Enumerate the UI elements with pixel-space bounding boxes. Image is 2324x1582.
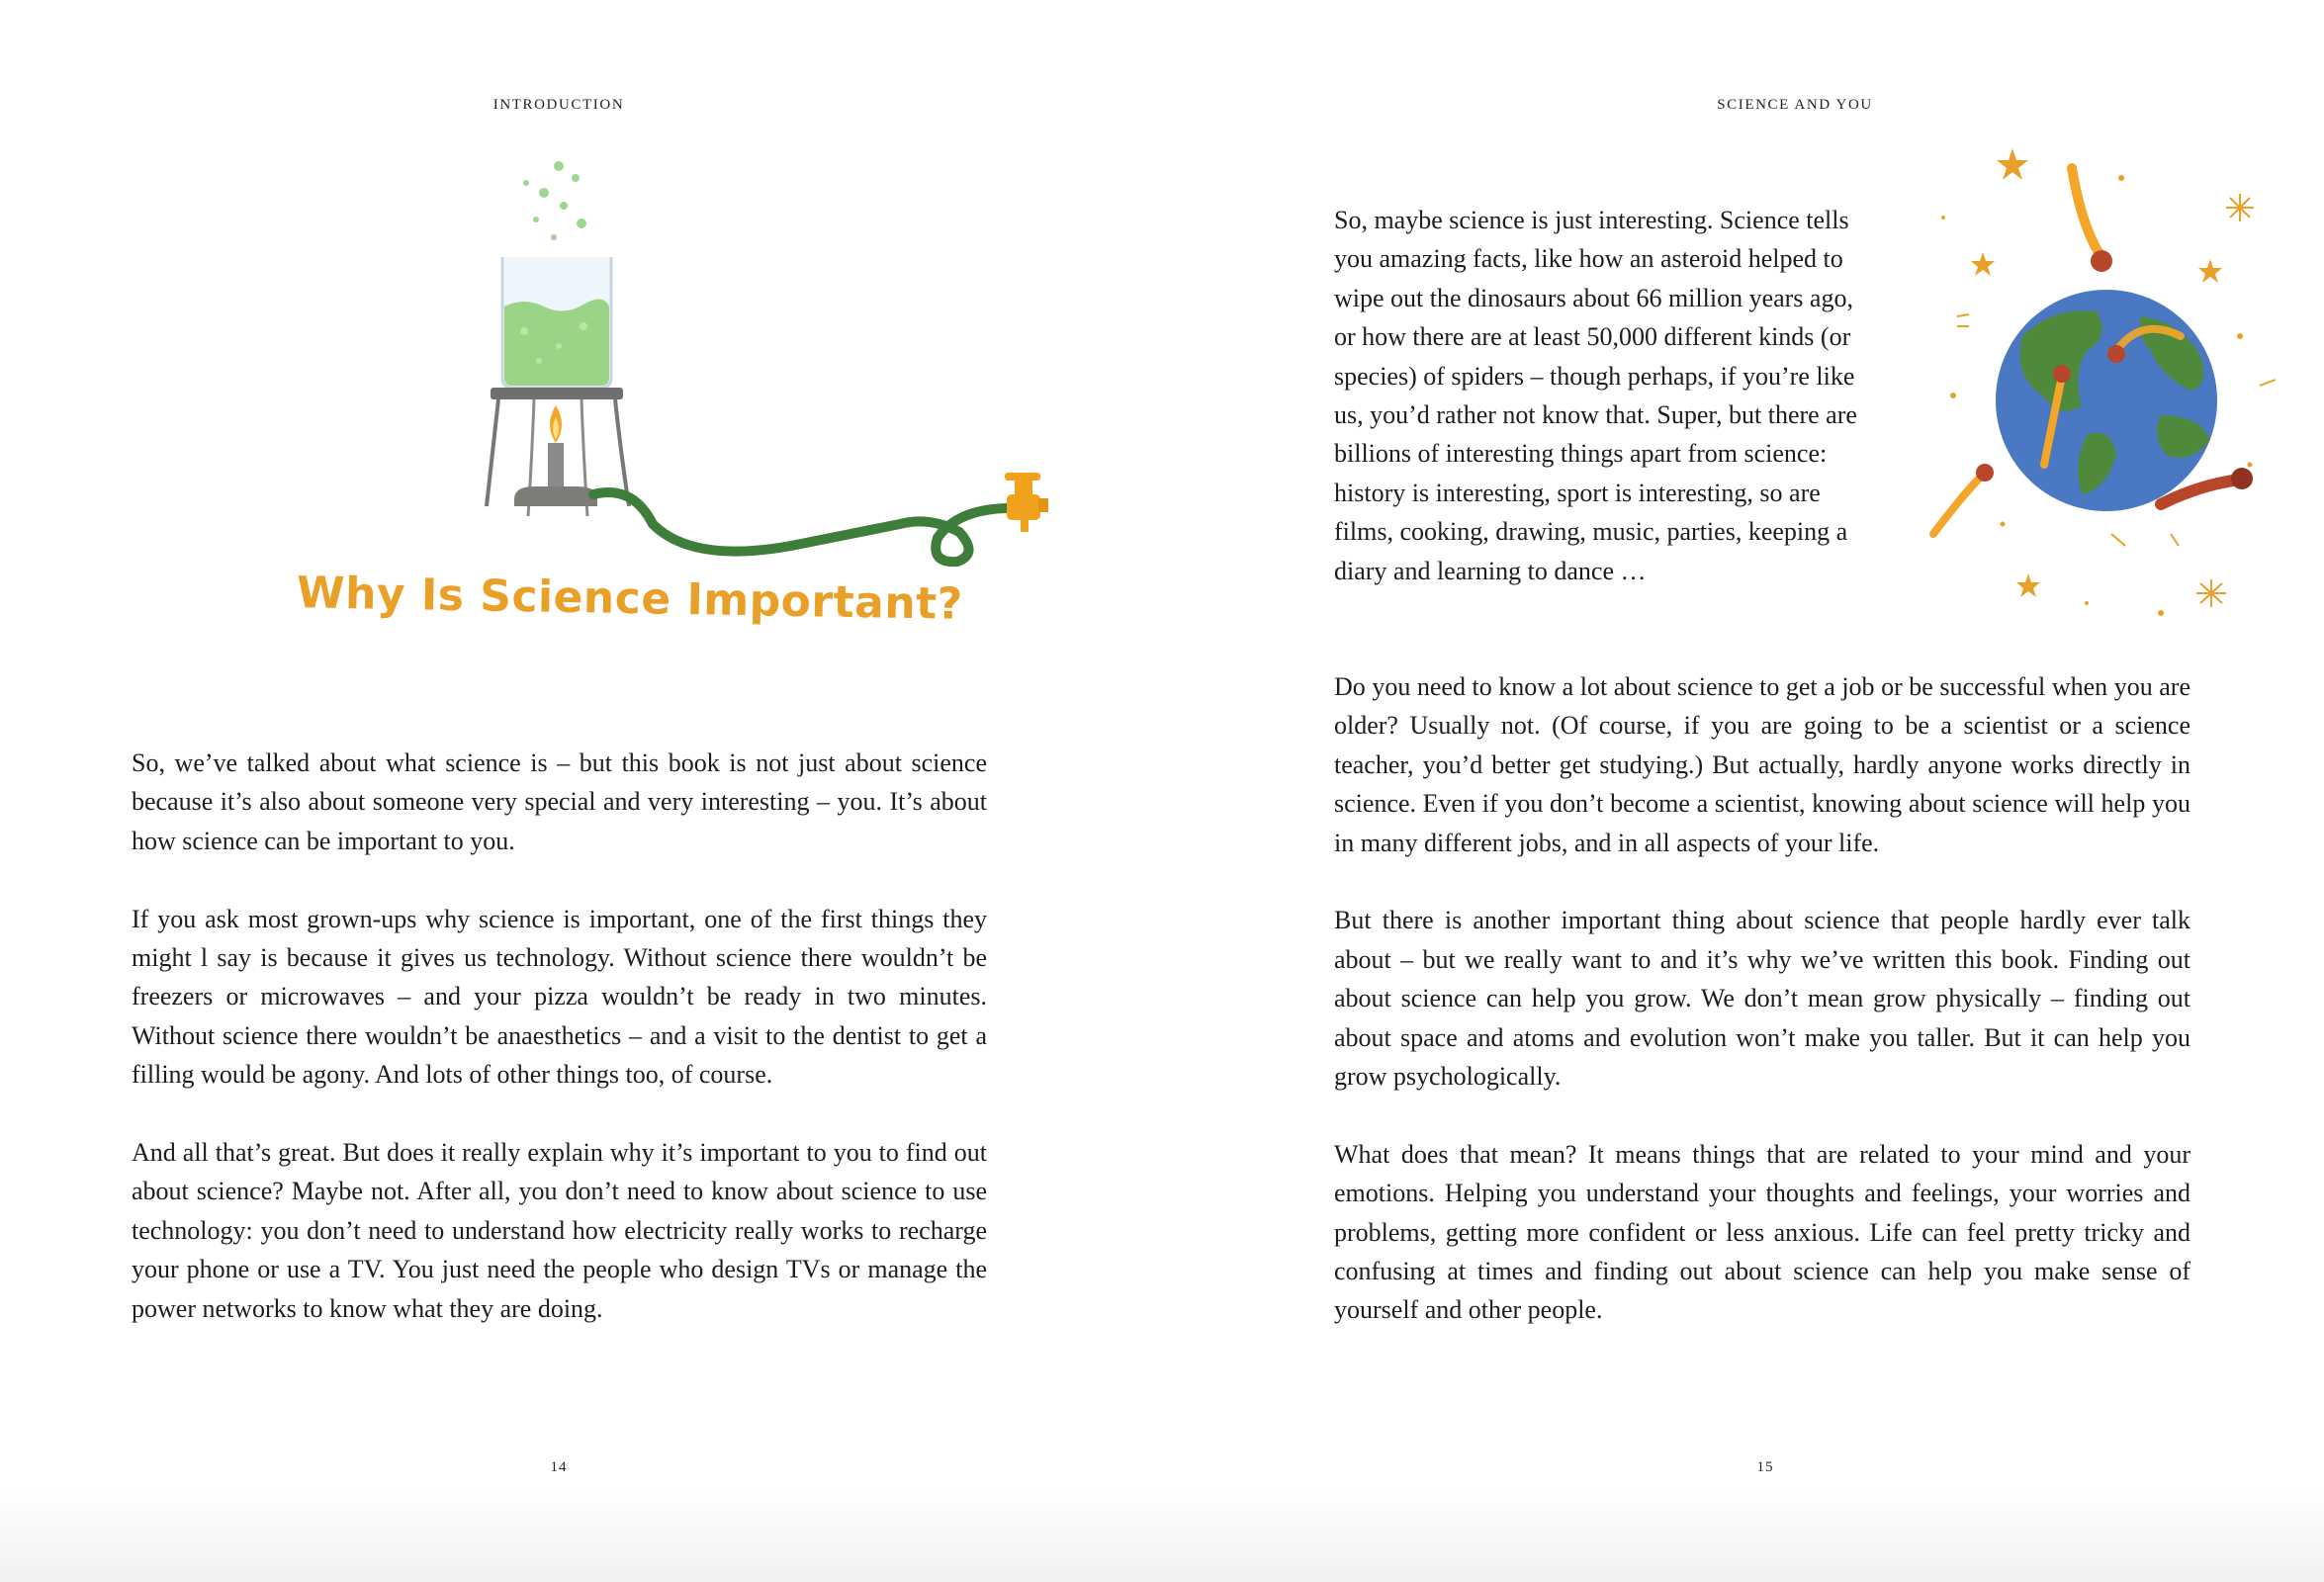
page-number: 14 bbox=[550, 1459, 568, 1475]
earth-meteors-icon bbox=[1914, 138, 2289, 633]
paragraph: So, we’ve talked about what science is – but this book is not just about science because it’s also about someone very special and very interesting – you. It’s about how science can be important to you. bbox=[132, 748, 987, 855]
running-head: SCIENCE AND YOU bbox=[1717, 97, 1873, 113]
intro-paragraph bbox=[1334, 201, 1868, 629]
paragraph: Do you need to know a lot about science to get a job or be successful when you are older? Usually not. (Of course, if you are going to be a scientist or a science teacher, you’d better get studying.) But actually, hardly anyone works directly in science. Even if you don’t become a scientist, knowing about science will help you in many different jobs, and in all aspects of your life. bbox=[1334, 672, 2190, 857]
beaker-burner-icon bbox=[465, 158, 1048, 573]
paragraph: What does that mean? It means things that are related to your mind and your emotions. Helping you understand your thoughts and feelings, your worries and problems, getting more confident or less anxious. Life can feel pretty tricky and confusing at times and finding out about science can help you make sense of yourself and other people. bbox=[1334, 1139, 2190, 1325]
paragraph: So, maybe science is just interesting. Science tells you amazing facts, like how an asteroid helped to wipe out the dinosaurs about 66 million years ago, or how there are at least 50,000 different kinds (or species) of spiders – though perhaps, if you’re like us, you’d rather not know that. Super, but there are billions of interesting things apart from science: history is interesting, sport is interesting, so are films, cooking, drawing, music, parties, keeping a diary and learning to dance … bbox=[1334, 206, 1857, 585]
beaker-liquid bbox=[504, 299, 609, 386]
right-page bbox=[1162, 0, 2324, 1582]
paragraph: But there is another important thing about science that people hardly ever talk about – but we really want to and it’s why we’ve written this book. Finding out about science can help you grow. We don’t mean grow physically – finding out about space and atoms and evolution won’t make you taller. But it can help you grow psychologically. bbox=[1334, 906, 2190, 1092]
running-head: INTRODUCTION bbox=[492, 97, 625, 113]
bunsen-burner bbox=[548, 443, 564, 486]
chapter-title: Why Is Science Important? bbox=[296, 568, 964, 630]
right-body-text bbox=[1334, 667, 2190, 1368]
left-body-text bbox=[132, 744, 987, 1366]
bubble-group bbox=[523, 161, 586, 240]
rubber-hose bbox=[593, 492, 1019, 562]
gas-tap bbox=[1005, 473, 1048, 532]
earth bbox=[1996, 290, 2217, 511]
tripod-plate bbox=[491, 388, 623, 399]
page-number: 15 bbox=[1756, 1459, 1774, 1475]
paragraph: And all that’s great. But does it really explain why it’s important to you to find out about science? Maybe not. After all, you don’t need to know about science to use technology: you don’t need to understand how electricity really works to recharge your phone or use a TV. You just need the people who design TVs or manage the power networks to know what they are doing. bbox=[132, 1138, 987, 1323]
paragraph: If you ask most grown-ups why science is important, one of the first things they might l say is because it gives us technology. Without science there wouldn’t be freezers or microwaves – and your pizza wouldn’t be ready in two minutes. Without science there wouldn’t be anaesthetics – and a visit to the dentist to get a filling would be agony. And lots of other things too, of course. bbox=[132, 904, 987, 1090]
